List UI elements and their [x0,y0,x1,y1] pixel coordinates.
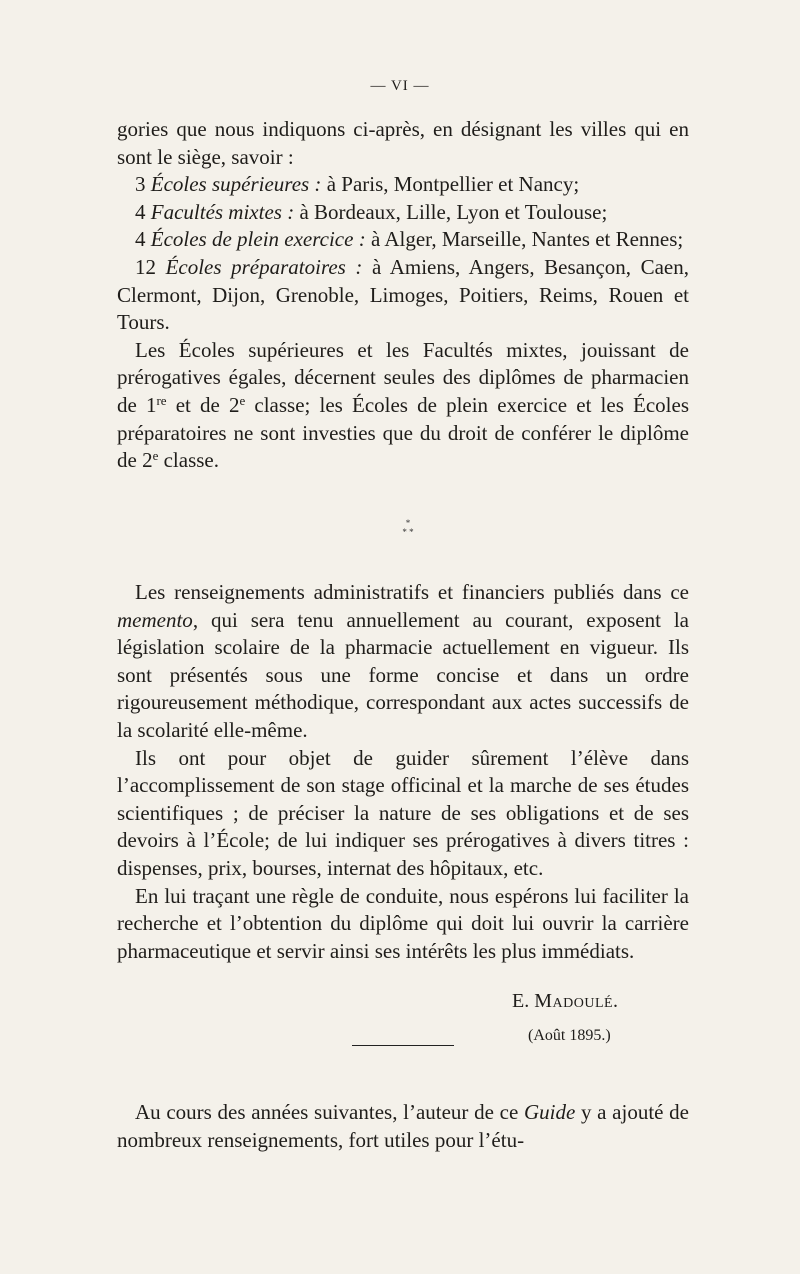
text-run: Les Écoles supérieures et les Facultés mixtes, jouissant de prérogatives égales, décernent seules des diplômes de pharmacien de 1 [117,337,689,417]
italic-text: Guide [523,1100,576,1124]
signature-name: Madoulé. [534,990,619,1012]
text-run: , qui sera tenu annuellement au courant, exposent la législation scolaire de la pharmacie actuellement en vigueur. Ils sont présentés sous une forme concise et dans un ordre rigoureusement méthodique, correspondant aux actes successifs de la scolarité elle-même. [117,607,689,742]
text-run: 4 [135,227,151,252]
text-run: 3 [135,172,151,197]
italic-text: memento [117,607,193,632]
paragraph [117,579,689,745]
paragraph [117,337,689,475]
paragraph [117,199,689,227]
asterism-top: * [405,518,411,528]
signature-initial: E. [512,990,530,1012]
text-run: Ils ont pour objet de guider sûrement l’élève dans l’accomplissement de son stage officinal et la marche de ses études scientifiques ; de préciser la nature de ses obligations et de ses devoirs à l’École; de lui indiquer ses prérogatives à divers titres : dispenses, prix, bourses, internat des hôpitaux, etc. [117,745,689,880]
superscript: re [156,392,167,408]
signature [512,990,619,1013]
text-run: classe. [158,448,220,473]
superscript: e [152,448,159,464]
italic-text: Écoles supérieures : [150,172,322,197]
section-separator-asterism [393,519,423,537]
text-run: et de 2 [166,392,240,417]
paragraph [117,1099,689,1154]
text-block-schools [117,116,689,475]
italic-text: Écoles préparatoires : [165,254,363,279]
text-run: En lui traçant une règle de conduite, nous espérons lui faciliter la recherche et l’obtention du diplôme qui doit lui ouvrir la carrière pharmaceutique et servir ainsi ses intérêts les plus immédiats. [117,883,689,963]
text-run: 12 [135,254,166,279]
text-run: à Alger, Marseille, Nantes et Rennes; [365,227,684,252]
text-run: à Paris, Montpellier et Nancy; [321,172,580,197]
text-run: à Amiens, Angers, Besançon, Caen, Clermont, Dijon, Grenoble, Limoges, Poitiers, Reims, Rouen et Tours. [117,254,690,335]
paragraph [117,254,689,337]
text-block-continuation [117,1099,689,1154]
superscript: e [239,392,246,408]
paragraph [117,883,689,966]
signature-date: (Août 1895.) [528,1027,611,1044]
asterism-bottom: * * [402,527,414,537]
text-run: 4 [135,199,151,224]
italic-text: Écoles de plein exercice : [150,227,366,252]
text-run: classe; les Écoles de plein exercice et les Écoles préparatoires ne sont investies que du droit de conférer le diplôme de 2 [117,392,690,473]
italic-text: Facultés mixtes : [150,199,295,224]
text-run: Les renseignements administratifs et financiers publiés dans ce [135,580,689,604]
paragraph [117,226,689,254]
horizontal-rule [352,1045,454,1046]
page-number: — VI — [370,78,430,94]
text-run: y a ajouté de nombreux renseignements, fort utiles pour l’étu- [117,1100,690,1152]
text-run: gories que nous indiquons ci-après, en désignant les villes qui en sont le siège, savoir : [117,117,689,169]
paragraph [117,116,689,171]
text-run: à Bordeaux, Lille, Lyon et Toulouse; [294,199,608,224]
paragraph [117,171,689,199]
text-run: Au cours des années suivantes, l’auteur de ce [135,1100,524,1124]
paragraph [117,745,689,883]
text-block-preface [117,579,689,965]
